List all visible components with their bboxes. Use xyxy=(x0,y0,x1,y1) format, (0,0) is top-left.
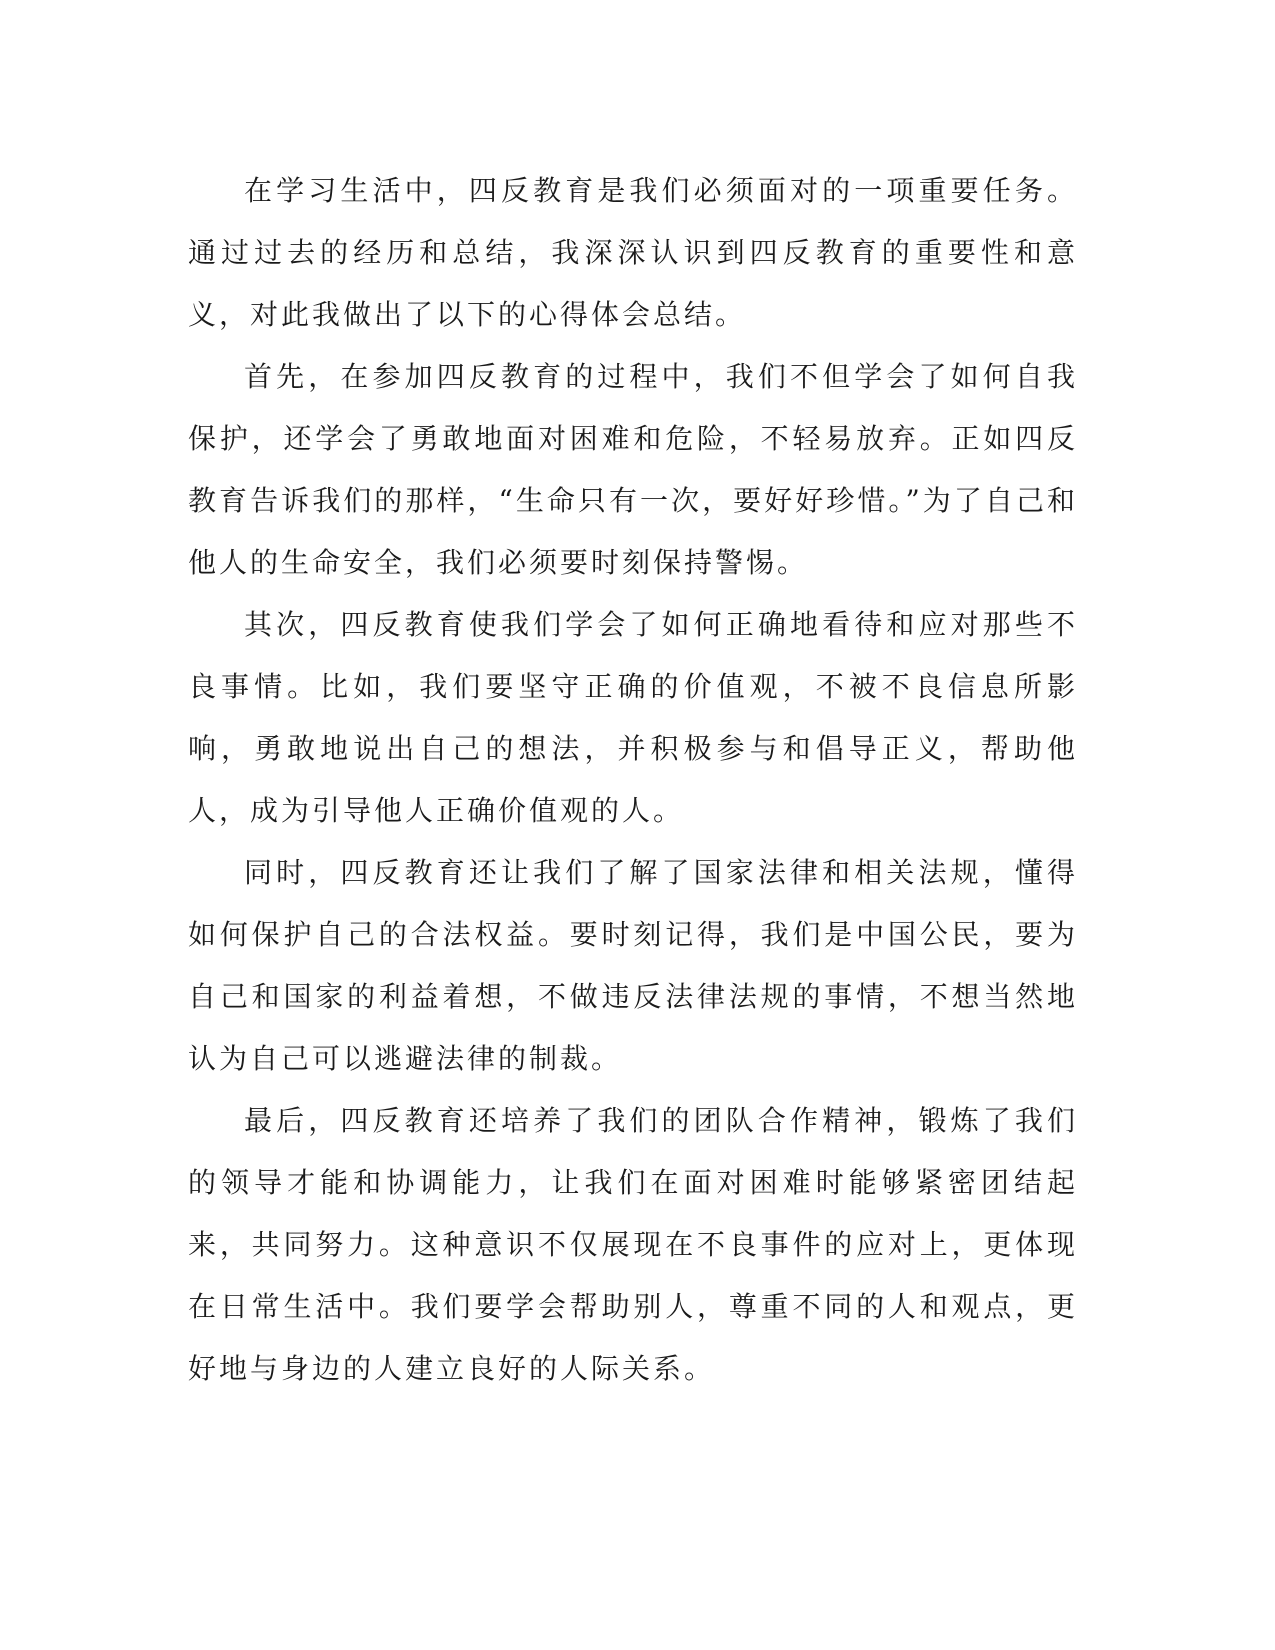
paragraph-2: 首先，在参加四反教育的过程中，我们不但学会了如何自我保护，还学会了勇敢地面对困难和危险，不轻易放弃。正如四反教育告诉我们的那样，“生命只有一次，要好好珍惜。”为了自己和他人的生命安全，我们必须要时刻保持警惕。 xyxy=(188,360,1078,579)
paragraph-1: 在学习生活中，四反教育是我们必须面对的一项重要任务。通过过去的经历和总结，我深深认识到四反教育的重要性和意义，对此我做出了以下的心得体会总结。 xyxy=(188,174,1078,331)
paragraph-3: 其次，四反教育使我们学会了如何正确地看待和应对那些不良事情。比如，我们要坚守正确的价值观，不被不良信息所影响，勇敢地说出自己的想法，并积极参与和倡导正义，帮助他人，成为引导他人正确价值观的人。 xyxy=(188,608,1078,827)
paragraph-4: 同时，四反教育还让我们了解了国家法律和相关法规，懂得如何保护自己的合法权益。要时刻记得，我们是中国公民，要为自己和国家的利益着想，不做违反法律法规的事情，不想当然地认为自己可以逃避法律的制裁。 xyxy=(188,856,1078,1075)
document-body xyxy=(188,160,1078,1400)
paragraph-5: 最后，四反教育还培养了我们的团队合作精神，锻炼了我们的领导才能和协调能力，让我们在面对困难时能够紧密团结起来，共同努力。这种意识不仅展现在不良事件的应对上，更体现在日常生活中。我们要学会帮助别人，尊重不同的人和观点，更好地与身边的人建立良好的人际关系。 xyxy=(188,1104,1078,1385)
